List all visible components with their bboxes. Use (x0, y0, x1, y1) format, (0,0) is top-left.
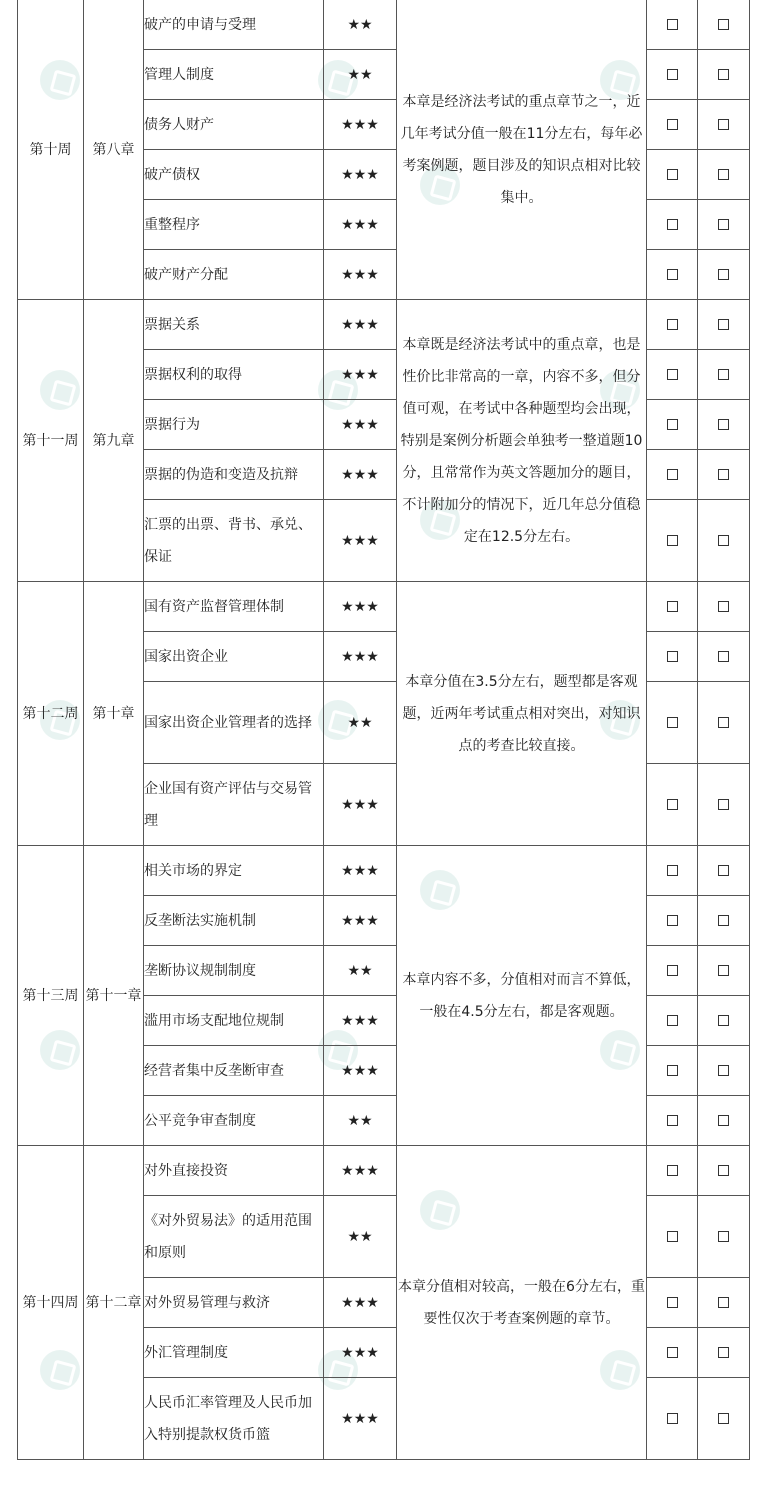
checkbox[interactable] (718, 865, 729, 876)
second-pass-checkbox-cell (698, 500, 750, 582)
first-pass-checkbox-cell (647, 1096, 698, 1146)
checkbox[interactable] (718, 419, 729, 430)
topic-cell: 国家出资企业 (144, 632, 324, 682)
checkbox[interactable] (718, 469, 729, 480)
importance-stars: ★★★ (324, 400, 397, 450)
chapter-cell: 第八章 (84, 0, 144, 300)
second-pass-checkbox-cell (698, 1196, 750, 1278)
second-pass-checkbox-cell (698, 450, 750, 500)
topic-cell: 垄断协议规制制度 (144, 946, 324, 996)
importance-stars: ★★ (324, 682, 397, 764)
importance-stars: ★★★ (324, 500, 397, 582)
importance-stars: ★★★ (324, 996, 397, 1046)
checkbox[interactable] (718, 369, 729, 380)
second-pass-checkbox-cell (698, 0, 750, 50)
checkbox[interactable] (667, 651, 678, 662)
checkbox[interactable] (667, 1297, 678, 1308)
week-cell: 第十二周 (18, 582, 84, 846)
second-pass-checkbox-cell (698, 400, 750, 450)
first-pass-checkbox-cell (647, 846, 698, 896)
chapter-note: 本章分值相对较高，一般在6分左右，重要性仅次于考查案例题的章节。 (397, 1146, 647, 1460)
topic-cell: 汇票的出票、背书、承兑、保证 (144, 500, 324, 582)
first-pass-checkbox-cell (647, 1328, 698, 1378)
first-pass-checkbox-cell (647, 1378, 698, 1460)
checkbox[interactable] (718, 535, 729, 546)
checkbox[interactable] (667, 1015, 678, 1026)
checkbox[interactable] (718, 319, 729, 330)
topic-cell: 重整程序 (144, 200, 324, 250)
first-pass-checkbox-cell (647, 350, 698, 400)
first-pass-checkbox-cell (647, 450, 698, 500)
checkbox[interactable] (718, 1165, 729, 1176)
topic-cell: 票据权利的取得 (144, 350, 324, 400)
checkbox[interactable] (667, 69, 678, 80)
second-pass-checkbox-cell (698, 1096, 750, 1146)
first-pass-checkbox-cell (647, 300, 698, 350)
checkbox[interactable] (667, 469, 678, 480)
checkbox[interactable] (718, 915, 729, 926)
first-pass-checkbox-cell (647, 200, 698, 250)
second-pass-checkbox-cell (698, 1046, 750, 1096)
study-plan-table (17, 0, 750, 1460)
checkbox[interactable] (667, 1115, 678, 1126)
checkbox[interactable] (718, 1115, 729, 1126)
checkbox[interactable] (718, 19, 729, 30)
second-pass-checkbox-cell (698, 1378, 750, 1460)
second-pass-checkbox-cell (698, 632, 750, 682)
first-pass-checkbox-cell (647, 996, 698, 1046)
checkbox[interactable] (667, 965, 678, 976)
first-pass-checkbox-cell (647, 500, 698, 582)
topic-cell: 经营者集中反垄断审查 (144, 1046, 324, 1096)
second-pass-checkbox-cell (698, 996, 750, 1046)
second-pass-checkbox-cell (698, 682, 750, 764)
second-pass-checkbox-cell (698, 150, 750, 200)
chapter-cell: 第十一章 (84, 846, 144, 1146)
topic-cell: 对外直接投资 (144, 1146, 324, 1196)
topic-cell: 外汇管理制度 (144, 1328, 324, 1378)
second-pass-checkbox-cell (698, 1278, 750, 1328)
importance-stars: ★★ (324, 1096, 397, 1146)
chapter-note: 本章是经济法考试的重点章节之一，近几年考试分值一般在11分左右，每年必考案例题，题目涉及的知识点相对比较集中。 (397, 0, 647, 300)
importance-stars: ★★★ (324, 1378, 397, 1460)
checkbox[interactable] (718, 1413, 729, 1424)
checkbox[interactable] (667, 1231, 678, 1242)
checkbox[interactable] (667, 535, 678, 546)
topic-cell: 公平竞争审查制度 (144, 1096, 324, 1146)
first-pass-checkbox-cell (647, 250, 698, 300)
topic-cell: 破产的申请与受理 (144, 0, 324, 50)
second-pass-checkbox-cell (698, 846, 750, 896)
topic-cell: 《对外贸易法》的适用范围和原则 (144, 1196, 324, 1278)
table-row (18, 300, 750, 350)
topic-cell: 企业国有资产评估与交易管理 (144, 764, 324, 846)
second-pass-checkbox-cell (698, 1146, 750, 1196)
topic-cell: 债务人财产 (144, 100, 324, 150)
first-pass-checkbox-cell (647, 0, 698, 50)
first-pass-checkbox-cell (647, 50, 698, 100)
first-pass-checkbox-cell (647, 400, 698, 450)
first-pass-checkbox-cell (647, 1278, 698, 1328)
week-cell: 第十一周 (18, 300, 84, 582)
importance-stars: ★★★ (324, 150, 397, 200)
chapter-note: 本章分值在3.5分左右，题型都是客观题，近两年考试重点相对突出，对知识点的考查比较直接。 (397, 582, 647, 846)
chapter-note: 本章既是经济法考试中的重点章，也是性价比非常高的一章，内容不多，但分值可观，在考试中各种题型均会出现，特别是案例分析题会单独考一整道题10分，且常常作为英文答题加分的题目，不计附加分的情况下，近几年总分值稳定在12.5分左右。 (397, 300, 647, 582)
second-pass-checkbox-cell (698, 896, 750, 946)
importance-stars: ★★ (324, 1196, 397, 1278)
topic-cell: 滥用市场支配地位规制 (144, 996, 324, 1046)
checkbox[interactable] (718, 651, 729, 662)
first-pass-checkbox-cell (647, 1196, 698, 1278)
checkbox[interactable] (718, 1015, 729, 1026)
checkbox[interactable] (667, 915, 678, 926)
checkbox[interactable] (718, 269, 729, 280)
first-pass-checkbox-cell (647, 764, 698, 846)
week-cell: 第十三周 (18, 846, 84, 1146)
checkbox[interactable] (718, 1297, 729, 1308)
checkbox[interactable] (667, 1347, 678, 1358)
second-pass-checkbox-cell (698, 582, 750, 632)
importance-stars: ★★ (324, 0, 397, 50)
importance-stars: ★★★ (324, 1046, 397, 1096)
importance-stars: ★★★ (324, 200, 397, 250)
topic-cell: 对外贸易管理与救济 (144, 1278, 324, 1328)
checkbox[interactable] (667, 1065, 678, 1076)
first-pass-checkbox-cell (647, 896, 698, 946)
checkbox[interactable] (667, 865, 678, 876)
table-row (18, 582, 750, 632)
second-pass-checkbox-cell (698, 764, 750, 846)
second-pass-checkbox-cell (698, 1328, 750, 1378)
topic-cell: 票据关系 (144, 300, 324, 350)
first-pass-checkbox-cell (647, 582, 698, 632)
first-pass-checkbox-cell (647, 1046, 698, 1096)
importance-stars: ★★★ (324, 764, 397, 846)
topic-cell: 国有资产监督管理体制 (144, 582, 324, 632)
topic-cell: 反垄断法实施机制 (144, 896, 324, 946)
importance-stars: ★★★ (324, 582, 397, 632)
second-pass-checkbox-cell (698, 300, 750, 350)
first-pass-checkbox-cell (647, 150, 698, 200)
checkbox[interactable] (667, 1413, 678, 1424)
checkbox[interactable] (718, 169, 729, 180)
checkbox[interactable] (718, 1231, 729, 1242)
second-pass-checkbox-cell (698, 200, 750, 250)
first-pass-checkbox-cell (647, 100, 698, 150)
importance-stars: ★★ (324, 50, 397, 100)
checkbox[interactable] (718, 717, 729, 728)
chapter-note: 本章内容不多，分值相对而言不算低，一般在4.5分左右，都是客观题。 (397, 846, 647, 1146)
checkbox[interactable] (667, 717, 678, 728)
first-pass-checkbox-cell (647, 946, 698, 996)
topic-cell: 破产财产分配 (144, 250, 324, 300)
checkbox[interactable] (718, 601, 729, 612)
checkbox[interactable] (718, 119, 729, 130)
checkbox[interactable] (718, 69, 729, 80)
checkbox[interactable] (718, 1347, 729, 1358)
checkbox[interactable] (718, 965, 729, 976)
first-pass-checkbox-cell (647, 632, 698, 682)
table-row (18, 1146, 750, 1196)
first-pass-checkbox-cell (647, 1146, 698, 1196)
checkbox[interactable] (718, 219, 729, 230)
checkbox[interactable] (667, 1165, 678, 1176)
checkbox[interactable] (667, 269, 678, 280)
second-pass-checkbox-cell (698, 946, 750, 996)
week-cell: 第十周 (18, 0, 84, 300)
second-pass-checkbox-cell (698, 100, 750, 150)
checkbox[interactable] (667, 601, 678, 612)
second-pass-checkbox-cell (698, 250, 750, 300)
importance-stars: ★★★ (324, 896, 397, 946)
importance-stars: ★★★ (324, 632, 397, 682)
topic-cell: 相关市场的界定 (144, 846, 324, 896)
second-pass-checkbox-cell (698, 350, 750, 400)
importance-stars: ★★★ (324, 450, 397, 500)
chapter-cell: 第十章 (84, 582, 144, 846)
table-row (18, 0, 750, 50)
checkbox[interactable] (667, 169, 678, 180)
checkbox[interactable] (667, 219, 678, 230)
week-cell: 第十四周 (18, 1146, 84, 1460)
importance-stars: ★★★ (324, 1278, 397, 1328)
importance-stars: ★★★ (324, 1328, 397, 1378)
importance-stars: ★★★ (324, 1146, 397, 1196)
checkbox[interactable] (718, 799, 729, 810)
table-row (18, 846, 750, 896)
checkbox[interactable] (667, 119, 678, 130)
study-plan-body (18, 0, 750, 1460)
topic-cell: 人民币汇率管理及人民币加入特别提款权货币篮 (144, 1378, 324, 1460)
first-pass-checkbox-cell (647, 682, 698, 764)
second-pass-checkbox-cell (698, 50, 750, 100)
importance-stars: ★★ (324, 946, 397, 996)
importance-stars: ★★★ (324, 250, 397, 300)
importance-stars: ★★★ (324, 300, 397, 350)
importance-stars: ★★★ (324, 100, 397, 150)
chapter-cell: 第十二章 (84, 1146, 144, 1460)
topic-cell: 国家出资企业管理者的选择 (144, 682, 324, 764)
checkbox[interactable] (667, 19, 678, 30)
topic-cell: 票据的伪造和变造及抗辩 (144, 450, 324, 500)
topic-cell: 票据行为 (144, 400, 324, 450)
checkbox[interactable] (667, 369, 678, 380)
checkbox[interactable] (667, 319, 678, 330)
importance-stars: ★★★ (324, 846, 397, 896)
importance-stars: ★★★ (324, 350, 397, 400)
checkbox[interactable] (667, 419, 678, 430)
checkbox[interactable] (718, 1065, 729, 1076)
chapter-cell: 第九章 (84, 300, 144, 582)
topic-cell: 破产债权 (144, 150, 324, 200)
checkbox[interactable] (667, 799, 678, 810)
topic-cell: 管理人制度 (144, 50, 324, 100)
